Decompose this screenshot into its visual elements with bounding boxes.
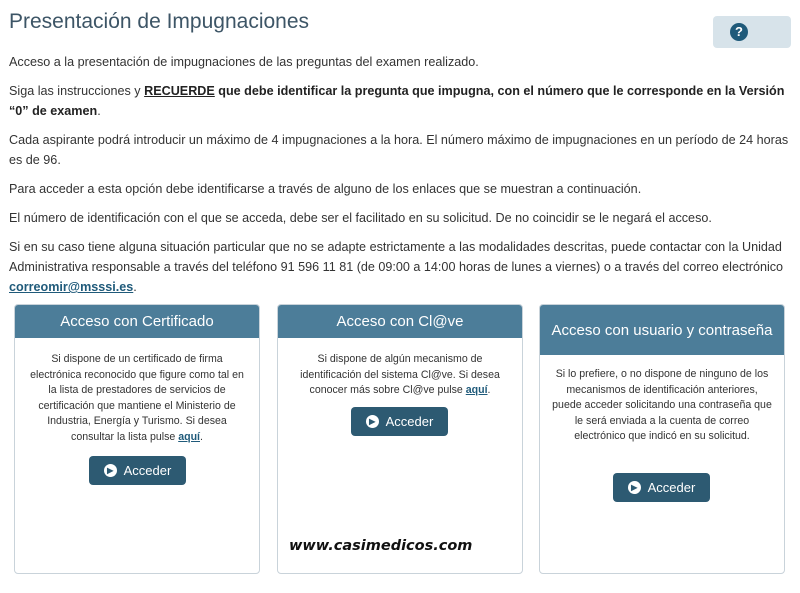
arrow-circle-icon: ▶ bbox=[366, 415, 379, 428]
card-clave-header: Acceso con Cl@ve bbox=[278, 305, 522, 338]
intro-paragraph-6-start: Si en su caso tiene alguna situación particular que no se adapte estrictamente a las modalidades descritas, puede contactar con la Unidad Administrativa responsable a través del teléfono 91 596 11 81 (de 09:00 a 14:00 horas de lunes a viernes) o a través del correo electrónico bbox=[9, 240, 784, 274]
card-certificado-text bbox=[15, 352, 259, 446]
card-certificado-header: Acceso con Certificado bbox=[15, 305, 259, 338]
acceder-usuario-button[interactable] bbox=[613, 473, 710, 502]
acceder-clave-button[interactable] bbox=[351, 407, 448, 436]
arrow-circle-icon: ▶ bbox=[628, 481, 641, 494]
page-title: Presentación de Impugnaciones bbox=[9, 10, 310, 33]
recuerde-emphasis: RECUERDE bbox=[144, 84, 215, 98]
intro-paragraph-1: Acceso a la presentación de impugnaciones de las preguntas del examen realizado. bbox=[9, 55, 479, 69]
card-certificado-description: Si dispone de un certificado de firma electrónica reconocido que figure como tal en la lista de prestadores de servicios de certificación que mantiene el Ministerio de Industria, Energía y Turismo. Si desea consultar la lista pulse bbox=[30, 353, 244, 443]
intro-paragraph-5: El número de identificación con el que se acceda, debe ser el facilitado en su solicitud. De no coincidir se le negará el acceso. bbox=[9, 211, 712, 225]
intro-paragraph-2 bbox=[9, 81, 791, 121]
card-clave-description: Si dispone de algún mecanismo de identificación del sistema Cl@ve. Si desea conocer más sobre Cl@ve pulse bbox=[300, 353, 500, 397]
card-usuario-header: Acceso con usuario y contraseña bbox=[540, 305, 784, 355]
card-usuario bbox=[539, 304, 785, 574]
intro-paragraph-2-end: . bbox=[97, 104, 101, 118]
help-button[interactable] bbox=[713, 16, 791, 48]
certificado-list-link[interactable]: aquí bbox=[178, 430, 200, 443]
intro-paragraph-2-start: Siga las instrucciones y bbox=[9, 84, 145, 98]
intro-paragraph-6 bbox=[9, 237, 791, 297]
acceder-clave-label: Acceder bbox=[385, 414, 434, 429]
card-usuario-text: Si lo prefiere, o no dispone de ninguno de los mecanismos de identificación anteriores, puede acceder solicitando una contraseña que le será enviada a la cuenta de correo electrónico que indicó en su solicitud. bbox=[552, 368, 772, 443]
watermark-text: www.casimedicos.com bbox=[289, 538, 473, 554]
intro-text bbox=[9, 52, 791, 306]
acceder-usuario-label: Acceder bbox=[647, 480, 696, 495]
intro-paragraph-6-end: . bbox=[133, 280, 137, 294]
card-clave-text-end: . bbox=[487, 384, 491, 397]
clave-info-link[interactable]: aquí bbox=[465, 384, 488, 397]
help-icon: ? bbox=[730, 23, 748, 41]
card-clave-text bbox=[278, 352, 522, 399]
arrow-circle-icon: ▶ bbox=[104, 464, 117, 477]
contact-email-link[interactable]: correomir@msssi.es bbox=[9, 280, 134, 294]
intro-paragraph-4: Para acceder a esta opción debe identificarse a través de alguno de los enlaces que se muestran a continuación. bbox=[9, 182, 642, 196]
acceder-certificado-label: Acceder bbox=[123, 463, 172, 478]
intro-paragraph-3: Cada aspirante podrá introducir un máximo de 4 impugnaciones a la hora. El número máximo de impugnaciones en un período de 24 horas es de 96. bbox=[9, 133, 789, 167]
card-certificado-text-end: . bbox=[200, 430, 203, 443]
intro-paragraph-2-bold: que debe identificar la pregunta que impugna, con el número que le corresponde en la Versión “0” de examen bbox=[9, 84, 785, 118]
card-certificado bbox=[14, 304, 260, 574]
card-clave bbox=[277, 304, 523, 574]
acceder-certificado-button[interactable] bbox=[89, 456, 186, 485]
